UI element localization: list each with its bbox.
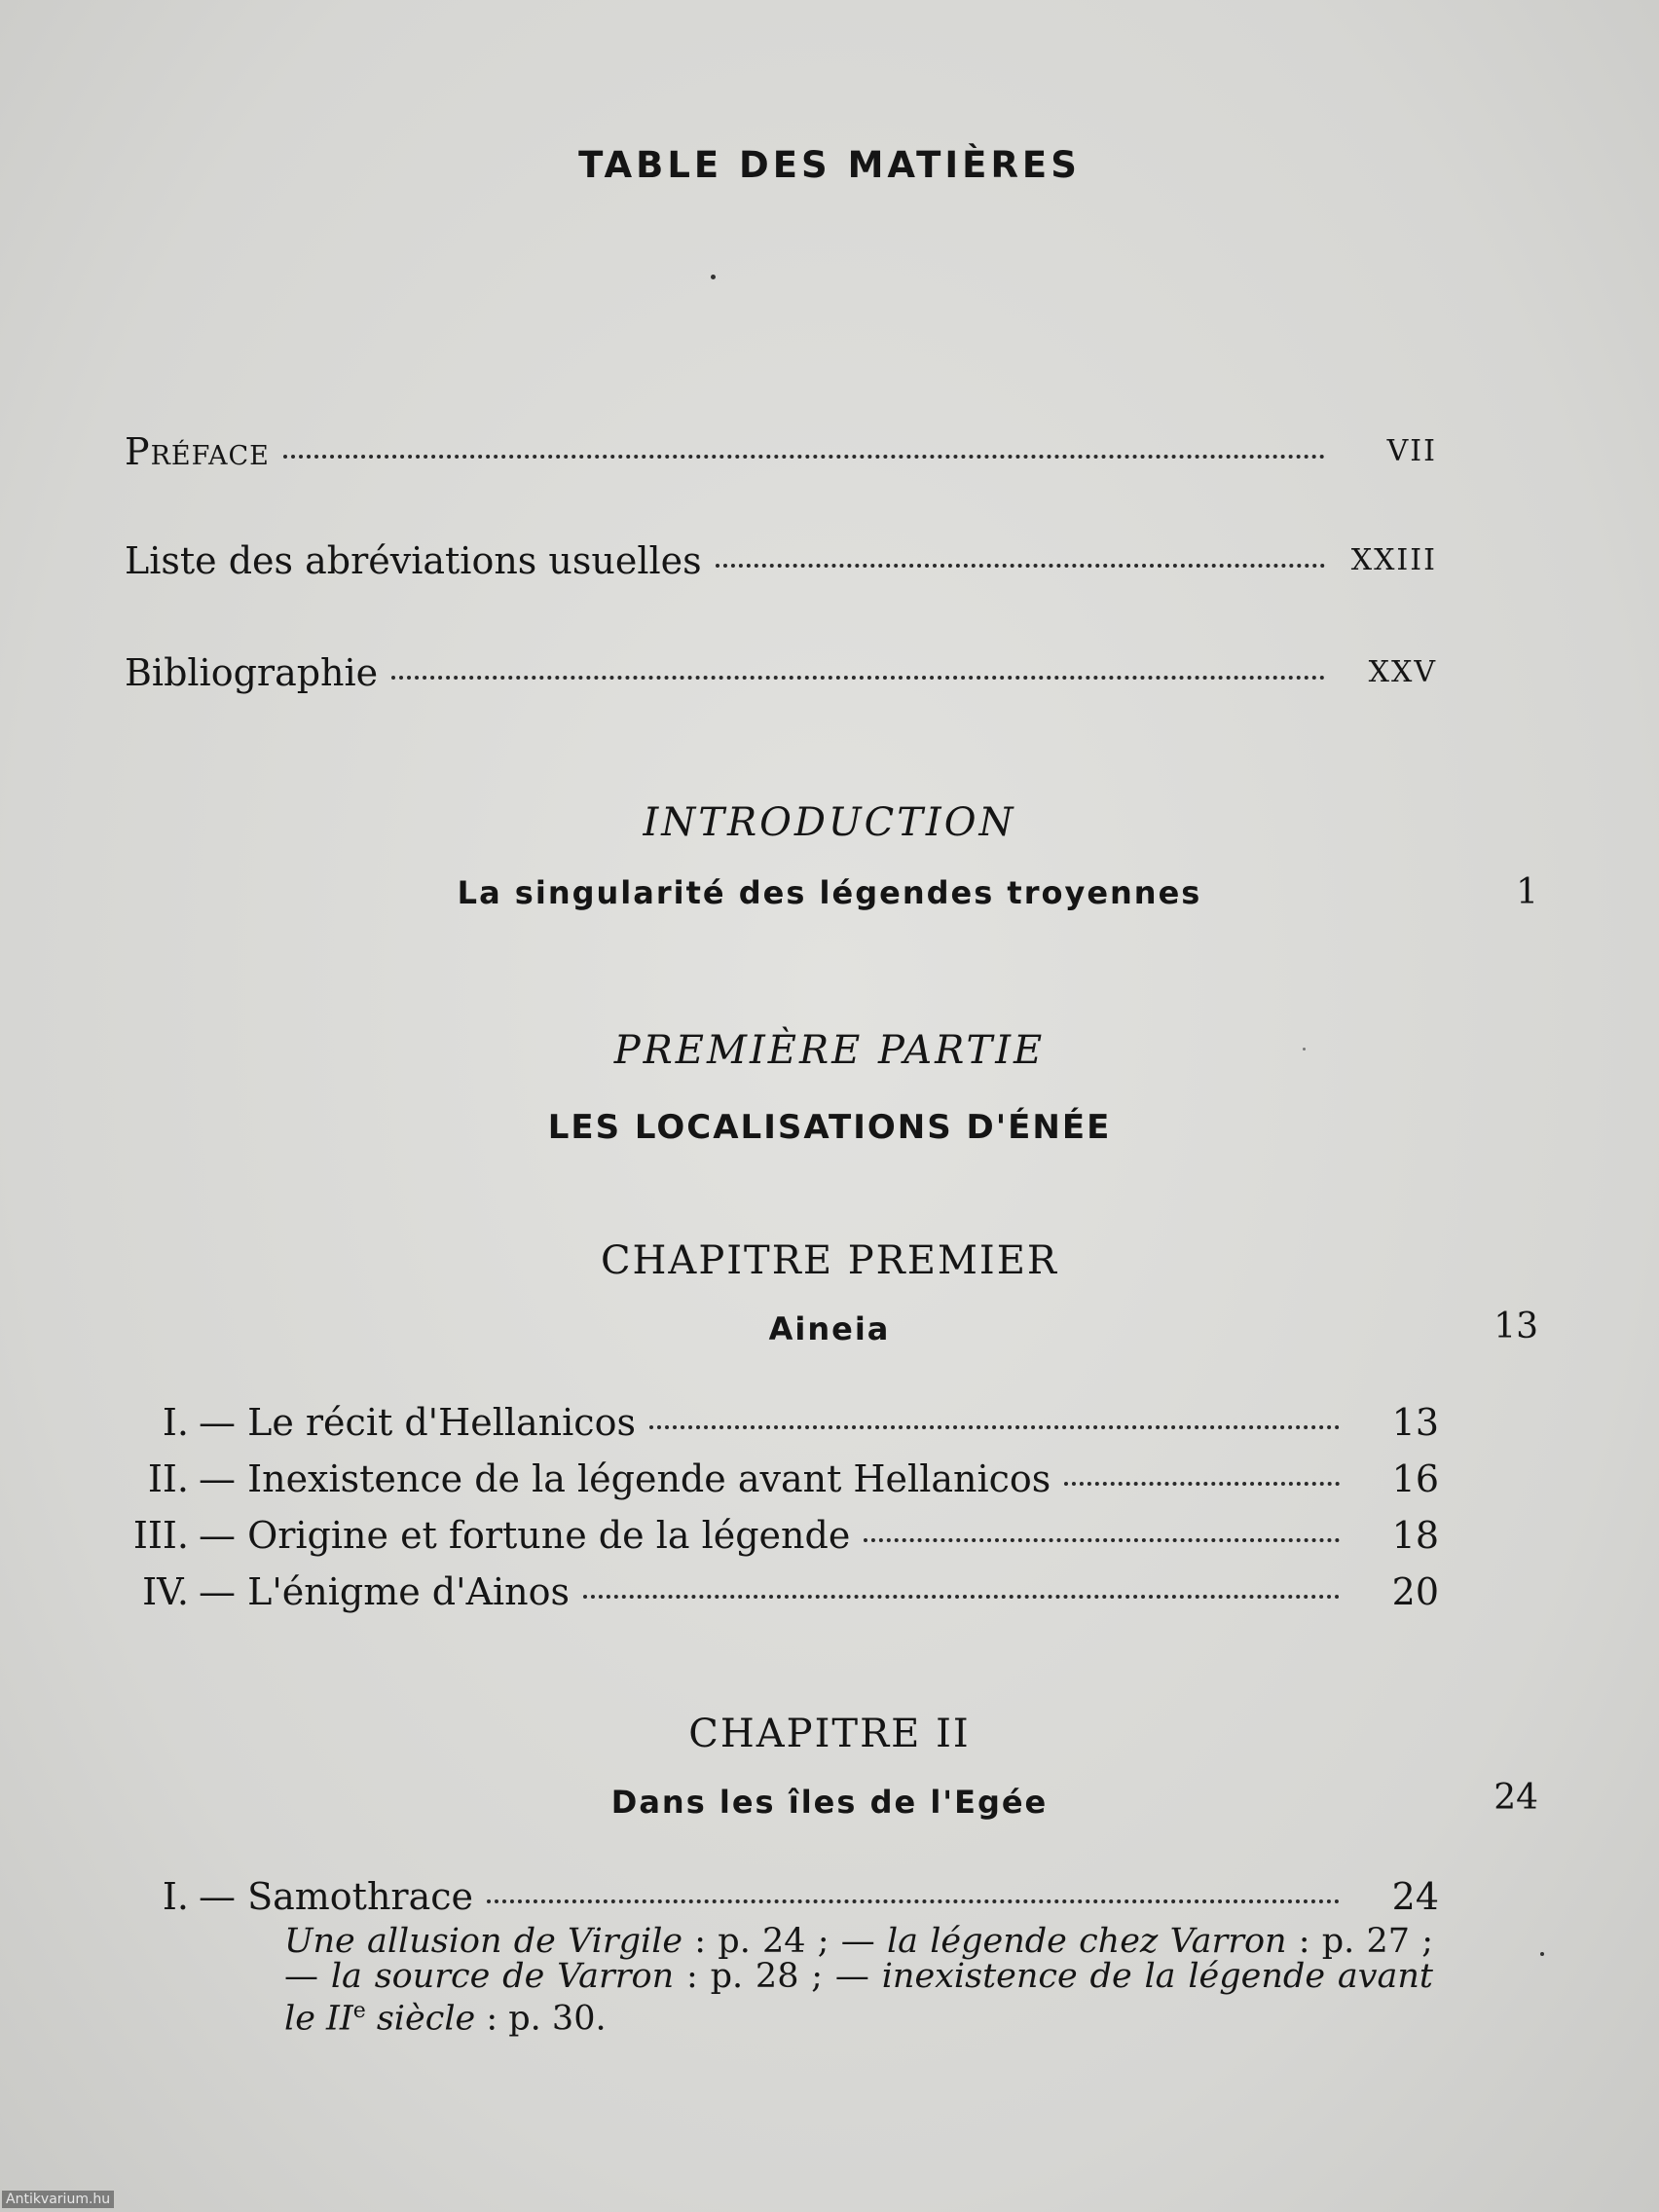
desc-superscript: e (352, 1999, 366, 2023)
desc-ref: : p. 28 ; — (674, 1957, 882, 1996)
toc-entry-abbreviations[interactable] (125, 537, 1439, 584)
chapter-2-title[interactable]: Dans les îles de l'Egée (610, 1784, 1049, 1821)
chapter-1-page: 13 (1493, 1307, 1538, 1346)
toc-section[interactable] (125, 1456, 1439, 1502)
section-number: I. (162, 1401, 189, 1444)
part-title: LES LOCALISATIONS D'ÉNÉE (547, 1108, 1112, 1147)
paper-speck (711, 275, 716, 279)
toc-entry-preface[interactable] (125, 428, 1439, 475)
chapter-2-page: 24 (1493, 1778, 1538, 1818)
section-page: 18 (1391, 1514, 1439, 1557)
section-label: — Inexistence de la légende avant Hellanicos (199, 1457, 1051, 1500)
desc-ref: : p. 30. (475, 1999, 607, 2039)
desc-ref: : p. 24 ; — (682, 1922, 887, 1961)
section-page: 13 (1391, 1401, 1439, 1444)
toc-page: XXIII (1350, 543, 1437, 577)
toc-entry-bibliography[interactable] (125, 649, 1439, 696)
leader-dots (283, 455, 1325, 459)
section-label: — L'énigme d'Ainos (199, 1570, 571, 1613)
leader-dots (583, 1595, 1340, 1599)
desc-topic: inexistence de la légende avant le II (284, 1957, 1433, 2039)
introduction-title[interactable]: La singularité des légendes troyennes (457, 874, 1202, 911)
leader-dots (487, 1899, 1340, 1903)
desc-topic: la source de Varron (330, 1957, 675, 1996)
section-label: — Origine et fortune de la légende (199, 1514, 851, 1557)
watermark: Antikvarium.hu (2, 2191, 114, 2208)
introduction-heading: INTRODUCTION (643, 800, 1016, 845)
desc-ref: : p. 27 ; — (284, 1922, 1434, 1996)
page-title: TABLE DES MATIÈRES (578, 144, 1081, 186)
section-description (284, 1924, 1433, 2037)
toc-page: VII (1386, 434, 1437, 468)
leader-dots (391, 676, 1325, 680)
toc-section[interactable] (125, 1399, 1439, 1446)
chapter-2-heading: CHAPITRE II (688, 1712, 971, 1756)
desc-topic: siècle (365, 1999, 476, 2039)
chapter-1-title[interactable]: Aineia (768, 1310, 891, 1347)
section-number: I. (162, 1875, 189, 1918)
paper-speck (1540, 1952, 1544, 1956)
part-heading: PREMIÈRE PARTIE (613, 1028, 1046, 1073)
toc-page: XXV (1368, 655, 1437, 689)
toc-label: Liste des abréviations usuelles (125, 539, 702, 582)
section-number: II. (147, 1457, 189, 1500)
section-number: III. (132, 1514, 189, 1557)
section-page: 16 (1391, 1457, 1439, 1500)
section-label: — Samothrace (199, 1875, 474, 1918)
introduction-page: 1 (1516, 872, 1538, 912)
desc-topic: Une allusion de Virgile (284, 1922, 683, 1961)
toc-label: Préface (125, 430, 270, 473)
section-label: — Le récit d'Hellanicos (199, 1401, 636, 1444)
leader-dots (1064, 1482, 1340, 1486)
leader-dots (649, 1425, 1340, 1429)
toc-section[interactable] (125, 1568, 1439, 1615)
section-page: 24 (1391, 1875, 1439, 1918)
toc-section[interactable] (125, 1512, 1439, 1559)
section-number: IV. (142, 1570, 189, 1613)
leader-dots (864, 1538, 1340, 1542)
paper-speck (1303, 1048, 1306, 1051)
chapter-1-heading: CHAPITRE PREMIER (600, 1238, 1059, 1283)
toc-section[interactable] (125, 1873, 1439, 1920)
desc-topic: la légende chez Varron (886, 1922, 1287, 1961)
section-page: 20 (1391, 1570, 1439, 1613)
toc-label: Bibliographie (125, 651, 379, 694)
leader-dots (716, 564, 1325, 568)
